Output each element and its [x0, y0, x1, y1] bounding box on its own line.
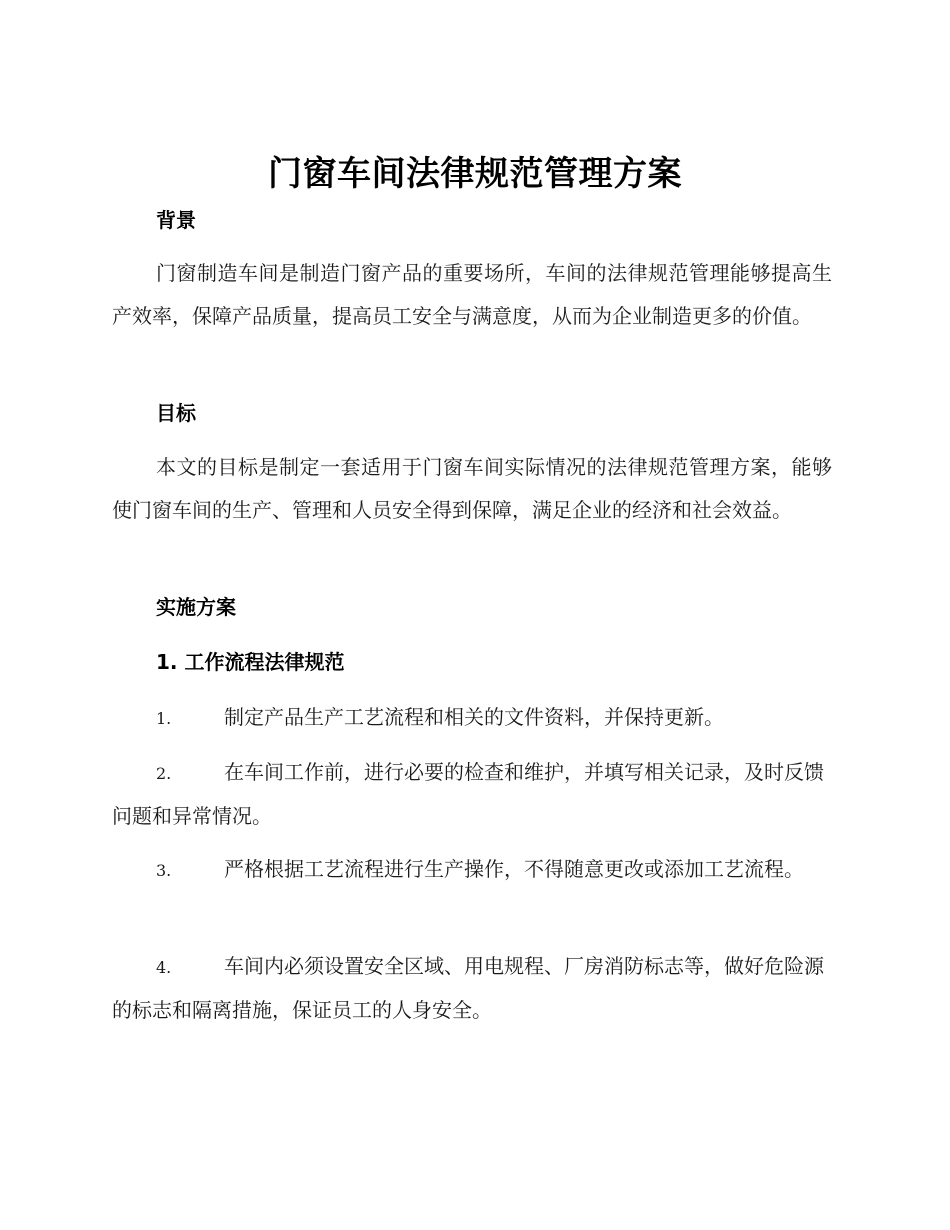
list-item: [112, 945, 832, 1032]
list-item: [112, 696, 832, 740]
list-item: [112, 848, 832, 892]
subsection-heading: 1. 工作流程法律规范: [156, 650, 345, 674]
list-item-text: 在车间工作前，进行必要的检查和维护，并填写相关记录，及时反馈问题和异常情况。: [112, 760, 824, 828]
section-heading-goal: 目标: [156, 401, 196, 425]
list-item-number: 3.: [156, 861, 172, 880]
list-item-text: 严格根据工艺流程进行生产操作，不得随意更改或添加工艺流程。: [224, 857, 804, 881]
section-heading-background: 背景: [156, 208, 196, 232]
section-heading-implementation: 实施方案: [156, 595, 236, 619]
list-item: [112, 751, 832, 838]
document-title: 门窗车间法律规范管理方案: [268, 154, 682, 194]
section-paragraph-background: 门窗制造车间是制造门窗产品的重要场所，车间的法律规范管理能够提高生产效率，保障产品质量，提高员工安全与满意度，从而为企业制造更多的价值。: [112, 261, 832, 328]
section-paragraph-goal: 本文的目标是制定一套适用于门窗车间实际情况的法律规范管理方案，能够使门窗车间的生产、管理和人员安全得到保障，满足企业的经济和社会效益。: [112, 455, 832, 522]
list-item-number: 4.: [156, 958, 172, 977]
list-item-text: 制定产品生产工艺流程和相关的文件资料，并保持更新。: [224, 705, 724, 729]
list-item-number: 2.: [156, 764, 172, 783]
list-item-number: 1.: [156, 709, 172, 728]
list-item-text: 车间内必须设置安全区域、用电规程、厂房消防标志等，做好危险源的标志和隔离措施，保证员工的人身安全。: [112, 954, 824, 1022]
